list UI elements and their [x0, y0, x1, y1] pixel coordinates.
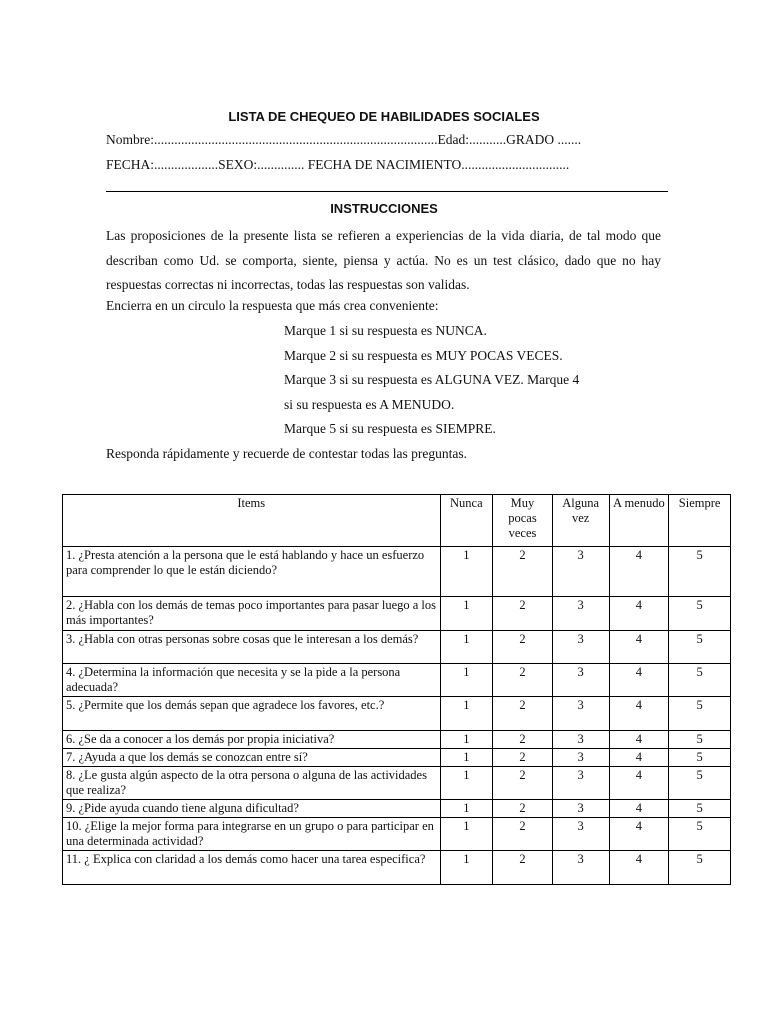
- marque-5: Marque 5 si su respuesta es SIEMPRE.: [284, 421, 496, 436]
- answer-option-4[interactable]: 4: [609, 800, 669, 818]
- answer-option-3[interactable]: 3: [552, 697, 609, 731]
- answer-option-4[interactable]: 4: [609, 818, 669, 851]
- answer-option-3[interactable]: 3: [552, 731, 609, 749]
- item-question: 4. ¿Determina la información que necesita y se la pide a la persona adecuada?: [63, 664, 441, 697]
- answer-option-2[interactable]: 2: [493, 851, 553, 885]
- table-row: [63, 767, 731, 800]
- answer-option-5[interactable]: 5: [669, 749, 731, 767]
- answer-option-1[interactable]: 1: [440, 697, 493, 731]
- instructions-heading: INSTRUCCIONES: [330, 201, 438, 216]
- item-question: 6. ¿Se da a conocer a los demás por propia iniciativa?: [63, 731, 441, 749]
- header-alguna-vez: Alguna vez: [552, 495, 609, 547]
- answer-option-3[interactable]: 3: [552, 767, 609, 800]
- answer-option-2[interactable]: 2: [493, 800, 553, 818]
- table-row: [63, 749, 731, 767]
- answer-option-2[interactable]: 2: [493, 664, 553, 697]
- item-question: 5. ¿Permite que los demás sepan que agradece los favores, etc.?: [63, 697, 441, 731]
- answer-option-4[interactable]: 4: [609, 664, 669, 697]
- skills-table: [62, 494, 731, 885]
- answer-option-4[interactable]: 4: [609, 547, 669, 597]
- answer-option-5[interactable]: 5: [669, 664, 731, 697]
- answer-option-5[interactable]: 5: [669, 631, 731, 664]
- answer-option-3[interactable]: 3: [552, 851, 609, 885]
- answer-option-2[interactable]: 2: [493, 547, 553, 597]
- item-question: 8. ¿Le gusta algún aspecto de la otra persona o alguna de las actividades que realiza?: [63, 767, 441, 800]
- answer-option-3[interactable]: 3: [552, 547, 609, 597]
- answer-option-4[interactable]: 4: [609, 749, 669, 767]
- closing-instruction: Responda rápidamente y recuerde de contestar todas las preguntas.: [106, 446, 467, 461]
- table-row: [63, 731, 731, 749]
- circle-instruction: Encierra en un circulo la respuesta que más crea conveniente:: [106, 298, 439, 313]
- answer-option-3[interactable]: 3: [552, 664, 609, 697]
- item-question: 10. ¿Elige la mejor forma para integrarse en un grupo o para participar en una determinada actividad?: [63, 818, 441, 851]
- date-sex-birth-line: FECHA:...................SEXO:.............. FECHA DE NACIMIENTO................................: [106, 157, 570, 172]
- answer-option-5[interactable]: 5: [669, 731, 731, 749]
- answer-option-2[interactable]: 2: [493, 597, 553, 631]
- answer-option-4[interactable]: 4: [609, 731, 669, 749]
- instructions-paragraph: Las proposiciones de la presente lista se refieren a experiencias de la vida diaria, de tal modo que describan como Ud. se comporta, siente, piensa y actúa. No es un test clásico, dado que no hay respuestas correctas ni incorrectas, todas las respuestas son validas.: [106, 228, 661, 292]
- answer-option-2[interactable]: 2: [493, 731, 553, 749]
- item-question: 11. ¿ Explica con claridad a los demás como hacer una tarea especifica?: [63, 851, 441, 885]
- item-question: 7. ¿Ayuda a que los demás se conozcan entre sí?: [63, 749, 441, 767]
- marque-3: Marque 3 si su respuesta es ALGUNA VEZ. Marque 4: [284, 372, 580, 387]
- answer-option-2[interactable]: 2: [493, 631, 553, 664]
- answer-option-5[interactable]: 5: [669, 697, 731, 731]
- header-muy-pocas-veces: Muy pocas veces: [493, 495, 553, 547]
- header-nunca: Nunca: [440, 495, 493, 547]
- header-items: Items: [63, 495, 441, 547]
- marque-2: Marque 2 si su respuesta es MUY POCAS VECES.: [284, 348, 563, 363]
- answer-option-2[interactable]: 2: [493, 767, 553, 800]
- header-a-menudo: A menudo: [609, 495, 669, 547]
- answer-option-3[interactable]: 3: [552, 597, 609, 631]
- answer-option-5[interactable]: 5: [669, 851, 731, 885]
- answer-option-4[interactable]: 4: [609, 767, 669, 800]
- answer-option-3[interactable]: 3: [552, 631, 609, 664]
- answer-option-1[interactable]: 1: [440, 851, 493, 885]
- answer-option-2[interactable]: 2: [493, 749, 553, 767]
- table-row: [63, 800, 731, 818]
- answer-option-1[interactable]: 1: [440, 800, 493, 818]
- item-question: 9. ¿Pide ayuda cuando tiene alguna dificultad?: [63, 800, 441, 818]
- answer-option-4[interactable]: 4: [609, 851, 669, 885]
- name-age-grade-line: Nombre:....................................................................................Edad:...........GRADO .......: [106, 132, 582, 147]
- answer-option-3[interactable]: 3: [552, 800, 609, 818]
- answer-option-1[interactable]: 1: [440, 749, 493, 767]
- answer-option-5[interactable]: 5: [669, 767, 731, 800]
- answer-option-2[interactable]: 2: [493, 697, 553, 731]
- answer-option-4[interactable]: 4: [609, 631, 669, 664]
- answer-option-1[interactable]: 1: [440, 547, 493, 597]
- table-header-row: [63, 495, 731, 547]
- answer-option-1[interactable]: 1: [440, 664, 493, 697]
- table-row: [63, 631, 731, 664]
- table-row: [63, 697, 731, 731]
- item-question: 1. ¿Presta atención a la persona que le está hablando y hace un esfuerzo para comprender lo que le están diciendo?: [63, 547, 441, 597]
- table-row: [63, 664, 731, 697]
- answer-option-4[interactable]: 4: [609, 697, 669, 731]
- answer-option-5[interactable]: 5: [669, 800, 731, 818]
- header-siempre: Siempre: [669, 495, 731, 547]
- document-title: LISTA DE CHEQUEO DE HABILIDADES SOCIALES: [228, 109, 540, 124]
- answer-option-3[interactable]: 3: [552, 749, 609, 767]
- item-question: 3. ¿Habla con otras personas sobre cosas que le interesan a los demás?: [63, 631, 441, 664]
- answer-option-3[interactable]: 3: [552, 818, 609, 851]
- table-row: [63, 818, 731, 851]
- marque-1: Marque 1 si su respuesta es NUNCA.: [284, 323, 487, 338]
- answer-option-1[interactable]: 1: [440, 767, 493, 800]
- table-row: [63, 851, 731, 885]
- item-question: 2. ¿Habla con los demás de temas poco importantes para pasar luego a los más importantes?: [63, 597, 441, 631]
- divider: [106, 191, 668, 192]
- answer-option-1[interactable]: 1: [440, 597, 493, 631]
- answer-option-1[interactable]: 1: [440, 631, 493, 664]
- marque-4: si su respuesta es A MENUDO.: [284, 397, 455, 412]
- answer-option-5[interactable]: 5: [669, 597, 731, 631]
- answer-option-1[interactable]: 1: [440, 818, 493, 851]
- table-body: [63, 547, 731, 885]
- answer-option-5[interactable]: 5: [669, 547, 731, 597]
- answer-option-4[interactable]: 4: [609, 597, 669, 631]
- table-row: [63, 597, 731, 631]
- answer-option-1[interactable]: 1: [440, 731, 493, 749]
- answer-option-2[interactable]: 2: [493, 818, 553, 851]
- table-row: [63, 547, 731, 597]
- answer-option-5[interactable]: 5: [669, 818, 731, 851]
